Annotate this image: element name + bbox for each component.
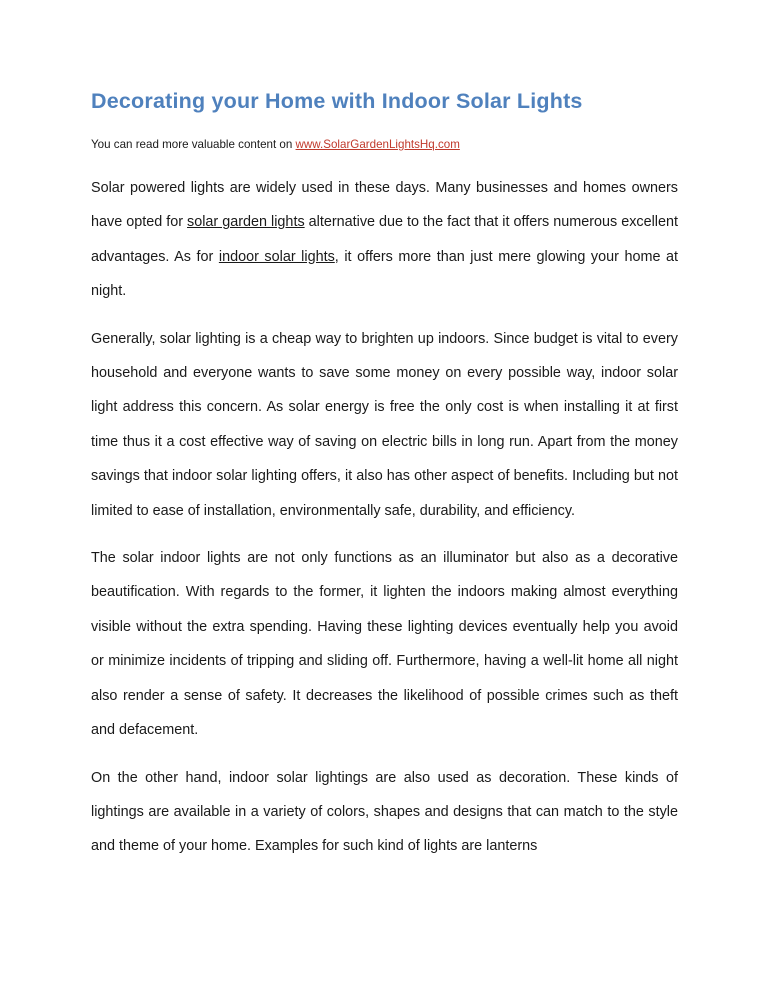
paragraph-4: On the other hand, indoor solar lightings are also used as decoration. These kinds of lightings are available in a variety of colors, shapes and designs that can match to the style and theme of your home. Examples for such kind of lights are lanterns bbox=[91, 769, 678, 855]
paragraph-1 bbox=[91, 171, 678, 309]
source-line bbox=[91, 138, 460, 151]
article-body bbox=[91, 171, 678, 877]
paragraph-3: The solar indoor lights are not only functions as an illuminator but also as a decorative beautification. With regards to the former, it lighten the indoors making almost everything visible without the extra spending. Having these lighting devices eventually help you avoid or minimize incidents of tripping and sliding off. Furthermore, having a well-lit home all night also render a sense of safety. It decreases the likelihood of possible crimes such as theft and defacement. bbox=[91, 550, 678, 739]
source-prefix: You can read more valuable content on bbox=[91, 138, 296, 151]
paragraph-1-part-3: , it offers more than just mere glowing your home at night. bbox=[91, 248, 678, 300]
solar-garden-lights-link[interactable]: solar garden lights bbox=[187, 214, 305, 231]
paragraph-2: Generally, solar lighting is a cheap way to brighten up indoors. Since budget is vital to every household and everyone wants to save some money on every possible way, indoor solar light address this concern. As solar energy is free the only cost is when installing it at first time thus it a cost effective way of saving on electric bills in long run. Apart from the money savings that indoor solar lighting offers, it also has other aspect of benefits. Including but not limited to ease of installation, environmentally safe, durability, and efficiency. bbox=[91, 330, 678, 519]
paragraph-1-part-2: alternative due to the fact that it offers numerous excellent advantages. As for bbox=[91, 214, 678, 265]
indoor-solar-lights-link[interactable]: indoor solar lights bbox=[218, 248, 335, 265]
source-link[interactable]: www.SolarGardenLightsHq.com bbox=[295, 138, 460, 151]
paragraph-1-part-1: Solar powered lights are widely used in these days. Many businesses and homes owners have opted for bbox=[91, 180, 678, 231]
page-title: Decorating your Home with Indoor Solar Lights bbox=[91, 89, 583, 113]
